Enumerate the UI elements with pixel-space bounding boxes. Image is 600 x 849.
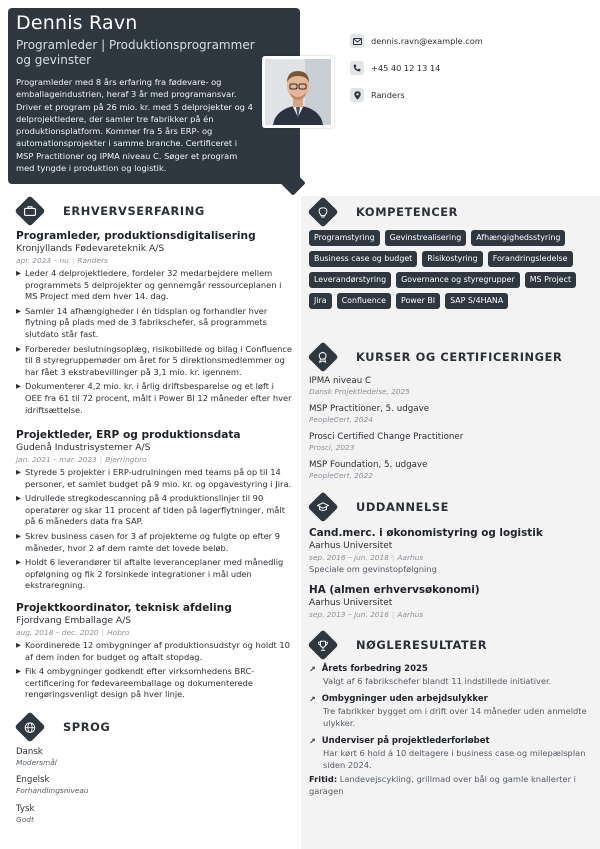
education-meta: sep. 2013 – jun. 2016 | Aarhus (309, 610, 424, 619)
skill-chip: Gevinstrealisering (385, 230, 467, 246)
email-text: dennis.ravn@example.com (371, 36, 483, 46)
education-period: sep. 2016 – jun. 2018 (309, 553, 389, 562)
job-entry (16, 429, 292, 595)
job-place: Bjerringbro (105, 455, 147, 464)
cert-meta: Prosci, 2023 (309, 443, 355, 452)
lightbulb-icon (307, 196, 338, 227)
cert-name: IPMA niveau C (309, 376, 372, 386)
achievement-item (309, 664, 591, 687)
language-name: Tysk (16, 804, 35, 814)
globe-icon (14, 711, 45, 742)
person-role: Programleder | Produktionsprogrammer og gevinster (16, 38, 255, 67)
section-title-education: UDDANNELSE (356, 500, 450, 514)
section-title-languages: SPROG (63, 720, 111, 734)
education-place: Aarhus (397, 610, 424, 619)
bullet-item: ▶ Holdt 6 leverandører til aftalte leveranceplaner med månedlig opfølgning og fik 2 forsinkede integrationer i mål uden ekstraregning. (16, 557, 292, 592)
envelope-icon (350, 34, 364, 48)
achievement-item (309, 694, 591, 729)
trophy-icon (307, 629, 338, 660)
header-card (8, 8, 300, 184)
bullet-item: ▶ Forbereder beslutningsoplæg, risikobillede og bilag i Confluence til 8 styregruppemøder om året for 5 direktionsmedlemmer og har fået 3 ekstrabevillinger på 3,1 mio. kr. igennem. (16, 344, 292, 379)
language-level: Forhandlingsniveau (16, 786, 89, 795)
bullet-item: ▶ Fik 4 ombygninger godkendt efter virksomhedens BRC-certificering for fødevareemballage og dokumenterede rengøringsvenligt design på hver linje. (16, 666, 292, 701)
education-meta: sep. 2016 – jun. 2018 | Aarhus (309, 553, 424, 562)
job-entry (16, 602, 292, 704)
section-certifications (312, 346, 562, 368)
profile-photo (262, 56, 334, 128)
skill-chip: Leverandørstyring (309, 272, 391, 288)
profile-summary: Programleder med 8 års erfaring fra fødevare- og emballageindustrien, heraf 3 år med programansvar. Driver et program på 26 mio. kr. med 5 delprojekter og 4 delprojektledere, der samler tre fabrikker på én produktionsplatform. Kommer fra 5 års ERP- og automationsprojekter i samme branche. Certificeret i MSP Practitioner og IPMA niveau C. Søger et program med tyngde i produktion og logistik. (16, 77, 253, 174)
achievement-description: Valgt af 6 fabrikschefer blandt 11 indstillede initiativer. (323, 676, 552, 686)
section-title-achievements: NØGLERESULTATER (356, 638, 488, 652)
achievement-description: Har kørt 6 hold á 10 deltagere i business case og milepælsplan siden 2024. (323, 748, 586, 770)
spare-time-text: Landevejscykling, grillmad over bål og gamle knallerter i garagen (309, 774, 576, 796)
school-name: Aarhus Universitet (309, 598, 393, 608)
achievement-description: Tre fabrikker bygget om i drift over 14 måneder uden anmeldte ulykker. (323, 706, 587, 728)
location-text: Randers (371, 90, 405, 100)
language-item (16, 747, 57, 768)
phone-icon (350, 61, 364, 75)
education-description: Speciale om gevinstopfølgning (309, 564, 437, 574)
cert-meta: PeopleCert, 2022 (309, 471, 373, 480)
contact-phone[interactable] (350, 61, 483, 75)
section-skills (312, 201, 458, 223)
job-bullets (16, 467, 292, 592)
bullet-item: ▶ Dokumenterer 4,2 mio. kr. i årlig driftsbesparelse og et løft i OEE fra 61 til 72 procent, målt i Power BI 12 måneder efter hver idriftsættelse. (16, 381, 292, 416)
job-company: Fjordvang Emballage A/S (16, 615, 132, 626)
skill-chip: Forandringsledelse (488, 251, 573, 267)
cert-name: MSP Foundation, 5. udgave (309, 460, 428, 470)
location-pin-icon (350, 88, 364, 102)
education-period: sep. 2013 – jun. 2016 (309, 610, 389, 619)
bullet-item: ▶ Leder 4 delprojektledere, fordeler 32 medarbejdere mellem programmets 5 delprojekter og gennemgår ressourceplanen i MS Project med dem hver 14. dag. (16, 268, 292, 303)
contact-location (350, 88, 483, 102)
bullet-item: ▶ Skrev business casen for 3 af projekterne og fulgte op efter 9 måneder, hvor 2 af dem ramte det lovede beløb. (16, 531, 292, 554)
skill-chip: Jira (309, 293, 332, 309)
job-meta: aug. 2018 – dec. 2020 | Hobro (16, 628, 130, 637)
cert-item (309, 404, 429, 425)
language-item (16, 775, 89, 796)
person-name: Dennis Ravn (16, 12, 138, 34)
achievement-title: Ombygninger uden arbejdsulykker (321, 694, 488, 704)
skill-chip: Risikostyring (422, 251, 482, 267)
language-name: Dansk (16, 747, 43, 757)
bullet-item: ▶ Koordinerede 12 ombygninger af produktionsudstyr og holdt 10 af dem inden for budget og aftalt stopdag. (16, 640, 292, 663)
section-education (312, 496, 449, 518)
school-name: Aarhus Universitet (309, 541, 393, 551)
achievement-item (309, 736, 591, 771)
job-bullets (16, 268, 292, 416)
job-entry (16, 230, 292, 419)
achievement-title: Underviser på projektlederforløbet (321, 736, 490, 746)
job-title: Projektleder, ERP og produktionsdata (16, 429, 241, 441)
contact-email[interactable] (350, 34, 483, 48)
job-meta: apr. 2023 – nu | Randers (16, 256, 108, 265)
award-ribbon-icon (307, 341, 338, 372)
cert-item (309, 460, 427, 481)
section-languages (19, 716, 110, 738)
bullet-item: ▶ Samler 14 afhængigheder i én tidsplan og forhandler hver flytning på plads med de 3 fabrikschefer, så programmets slutdato står fast. (16, 306, 292, 341)
cert-meta: Dansk Projektledelse, 2025 (309, 387, 410, 396)
cert-name: MSP Practitioner, 5. udgave (309, 404, 430, 414)
job-bullets (16, 640, 292, 701)
skill-chip: Confluence (337, 293, 391, 309)
briefcase-icon (14, 195, 45, 226)
spare-time-label: Fritid: (309, 774, 338, 784)
section-title-experience: ERHVERVSERFARING (63, 204, 205, 218)
achievement-title: Årets forbedring 2025 (321, 664, 428, 674)
skill-chip: Afhængighedsstyring (471, 230, 565, 246)
skill-chip: Programstyring (309, 230, 380, 246)
graduation-cap-icon (307, 491, 338, 522)
section-achievements (312, 634, 487, 656)
cert-item (309, 432, 463, 453)
skill-chip: Power BI (396, 293, 440, 309)
skill-chip: SAP S/4HANA (445, 293, 508, 309)
job-period: aug. 2018 – dec. 2020 (16, 628, 99, 637)
job-period: apr. 2023 – nu (16, 256, 69, 265)
cert-name: Prosci Certified Change Practitioner (309, 432, 464, 442)
trend-arrow-icon: ↗ (309, 665, 316, 674)
cert-meta: PeopleCert, 2024 (309, 415, 373, 424)
avatar-portrait-icon (265, 59, 331, 125)
job-meta: jan. 2021 – mar. 2023 | Bjerringbro (16, 455, 147, 464)
section-experience (19, 200, 205, 222)
job-place: Randers (77, 256, 108, 265)
language-name: Engelsk (16, 775, 50, 785)
contact-list (350, 34, 483, 115)
degree-title: HA (almen erhvervsøkonomi) (309, 584, 480, 596)
language-level: Godt (16, 815, 34, 824)
job-title: Programleder, produktionsdigitalisering (16, 230, 256, 242)
education-item (309, 527, 589, 575)
language-level: Modersmål (16, 758, 57, 767)
skills-list (309, 230, 592, 309)
phone-text: +45 40 12 13 14 (371, 63, 441, 73)
job-company: Gudenå Industrisystemer A/S (16, 442, 151, 453)
degree-title: Cand.merc. i økonomistyring og logistik (309, 527, 543, 539)
education-item (309, 584, 589, 620)
bullet-item: ▶ Udrullede stregkodescanning på 4 produktionslinjer til 90 operatører og skar 11 procent af tiden på lagerflytninger, målt på 6 måneders data fra SAP. (16, 493, 292, 528)
trend-arrow-icon: ↗ (309, 695, 316, 704)
job-company: Kronjyllands Fødevareteknik A/S (16, 243, 165, 254)
section-title-certifications: KURSER OG CERTIFICERINGER (356, 350, 563, 364)
skill-chip: Business case og budget (309, 251, 417, 267)
spare-time (309, 773, 591, 797)
skill-chip: MS Project (525, 272, 576, 288)
section-title-skills: KOMPETENCER (356, 205, 459, 219)
bullet-item: ▶ Styrede 5 projekter i ERP-udrulningen med teams på op til 14 personer, et samlet budget på 9 mio. kr. og opgavestyring i Jira. (16, 467, 292, 490)
education-place: Aarhus (397, 553, 424, 562)
trend-arrow-icon: ↗ (309, 737, 316, 746)
job-period: jan. 2021 – mar. 2023 (16, 455, 97, 464)
job-title: Projektkoordinator, teknisk afdeling (16, 602, 232, 614)
skill-chip: Governance og styregrupper (396, 272, 520, 288)
language-item (16, 804, 34, 825)
job-place: Hobro (107, 628, 130, 637)
cert-item (309, 376, 410, 397)
